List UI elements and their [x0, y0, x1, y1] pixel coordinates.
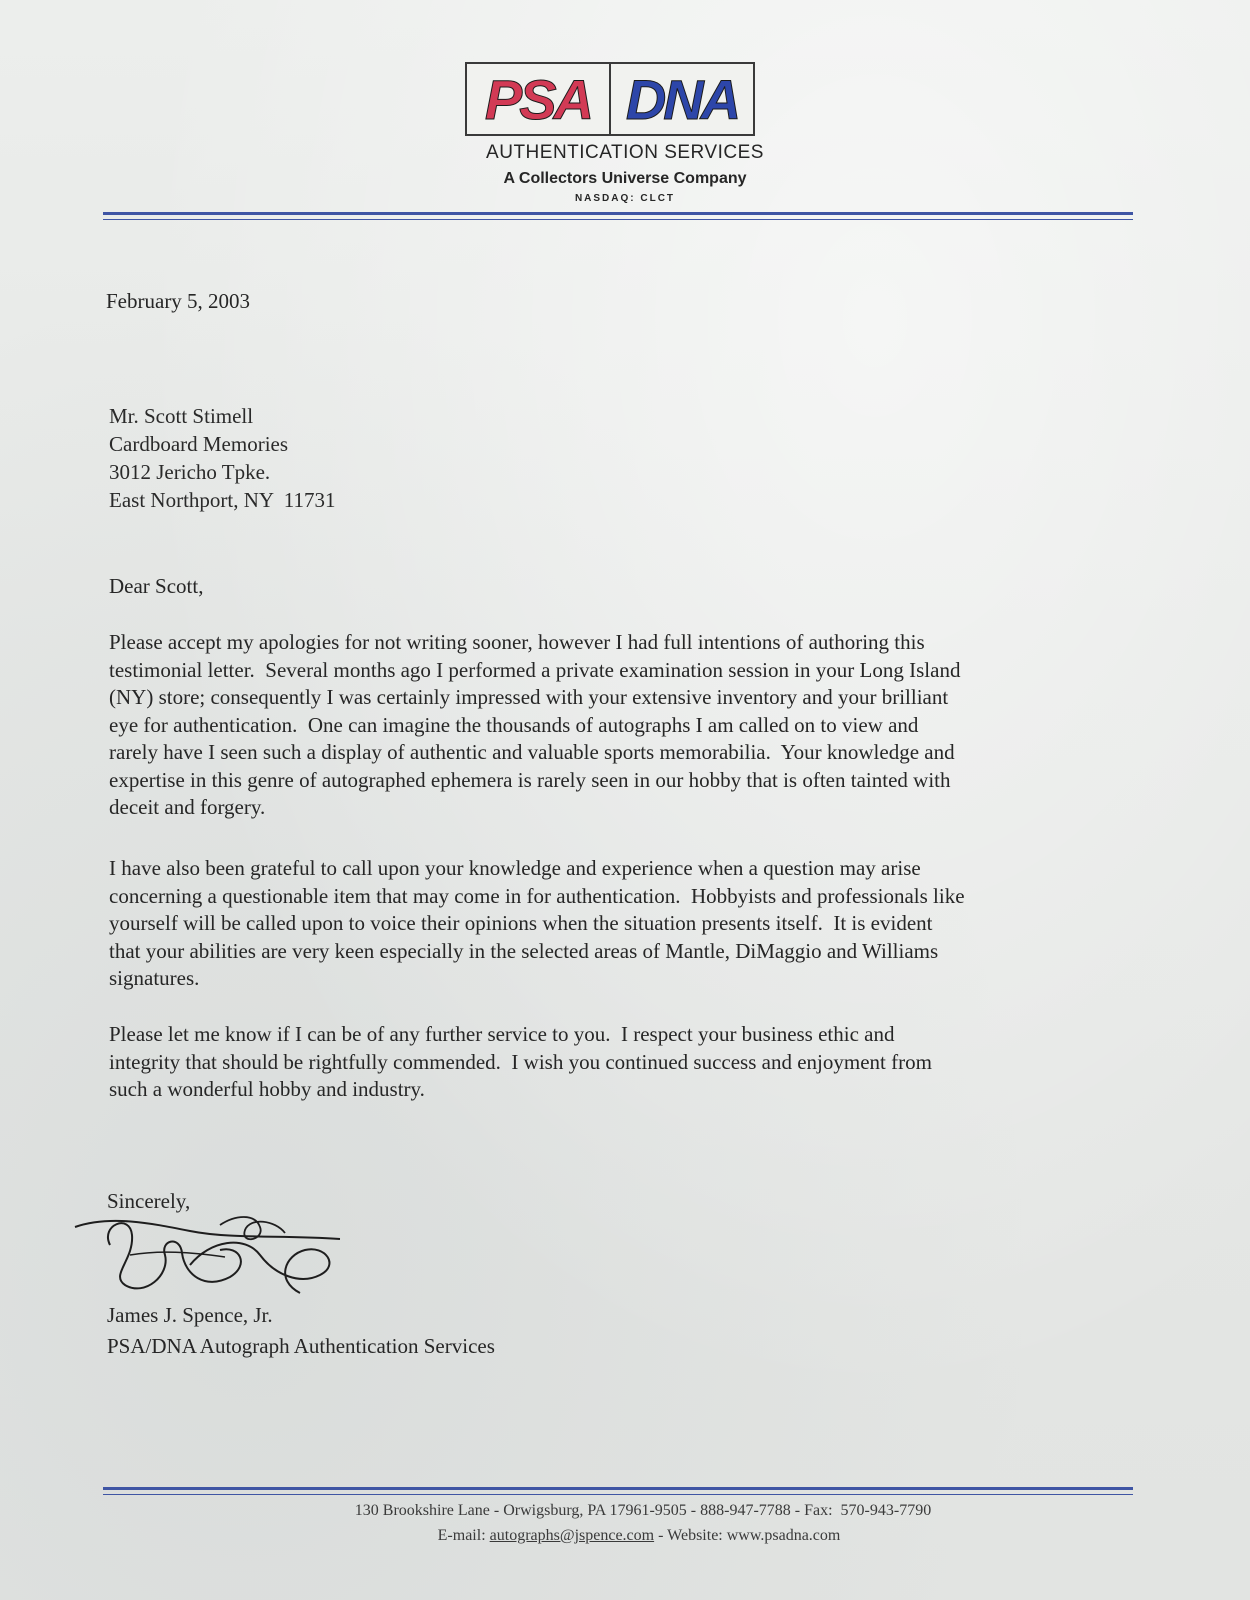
handwritten-signature	[70, 1205, 360, 1300]
paragraph-line: such a wonderful hobby and industry.	[109, 1077, 425, 1101]
footer-website-label: - Website:	[658, 1527, 723, 1544]
paragraph-line: I have also been grateful to call upon your knowledge and experience when a question may arise	[109, 856, 921, 880]
paragraph-line: rarely have I seen such a display of authentic and valuable sports memorabilia. Your knowledge and	[109, 740, 955, 764]
letter-date: February 5, 2003	[106, 289, 251, 313]
paragraph-line: (NY) store; consequently I was certainly impressed with your extensive inventory and your brilliant	[109, 685, 949, 709]
paragraph-line: yourself will be called upon to voice their opinions when the situation presents itself. It is evident	[109, 911, 933, 935]
letterhead-nasdaq: NASDAQ: CLCT	[574, 193, 676, 204]
signer-name: James J. Spence, Jr.	[107, 1303, 273, 1327]
psa-dna-logo	[465, 62, 755, 136]
paragraph-line: integrity that should be rightfully commended. I wish you continued success and enjoyment from	[109, 1049, 932, 1074]
header-rule-top	[103, 212, 1133, 215]
body-paragraph-2	[109, 855, 1119, 993]
paragraph-line: that your abilities are very keen especially in the selected areas of Mantle, DiMaggio and Williams	[109, 938, 939, 963]
footer-rule-bottom	[103, 1494, 1133, 1495]
recipient-line: Mr. Scott Stimell	[109, 404, 254, 428]
body-paragraph-3	[109, 1021, 1119, 1104]
logo-dna-text: DNA	[625, 67, 739, 131]
closing: Sincerely,	[107, 1189, 191, 1213]
logo-psa-text: PSA	[467, 64, 611, 134]
paragraph-line: testimonial letter. Several months ago I performed a private examination session in your Long Island	[109, 657, 961, 682]
signer-title: PSA/DNA Autograph Authentication Services	[107, 1334, 495, 1358]
paragraph-line: expertise in this genre of autographed ephemera is rarely seen in our hobby that is often tainted with	[109, 767, 951, 792]
paragraph-line: deceit and forgery.	[109, 795, 266, 819]
header-rule-bottom	[103, 219, 1133, 220]
footer-email-link[interactable]: autographs@jspence.com	[489, 1527, 655, 1544]
body-paragraph-1	[109, 629, 1119, 822]
footer-email-label: E-mail:	[437, 1527, 486, 1544]
recipient-line: East Northport, NY 11731	[109, 488, 336, 512]
footer-website: www.psadna.com	[726, 1527, 841, 1544]
paragraph-line: Please accept my apologies for not writing sooner, however I had full intentions of authoring this	[109, 630, 925, 654]
footer-contact	[14, 1527, 1250, 1545]
recipient-address	[109, 402, 336, 514]
footer-address: 130 Brookshire Lane - Orwigsburg, PA 17961-9505 - 888-947-7788 - Fax: 570-943-7790	[354, 1502, 932, 1519]
recipient-line: 3012 Jericho Tpke.	[109, 460, 271, 484]
footer-rule-top	[103, 1487, 1133, 1490]
paragraph-line: Please let me know if I can be of any further service to you. I respect your business ethic and	[109, 1022, 895, 1046]
paragraph-line: concerning a questionable item that may come in for authentication. Hobbyists and professionals like	[109, 883, 965, 908]
salutation: Dear Scott,	[109, 574, 204, 598]
paragraph-line: eye for authentication. One can imagine the thousands of autographs I am called on to view and	[109, 712, 919, 737]
letterhead-company: A Collectors Universe Company	[503, 170, 747, 187]
recipient-line: Cardboard Memories	[109, 432, 289, 456]
paragraph-line: signatures.	[109, 966, 200, 990]
letterhead-services: AUTHENTICATION SERVICES	[486, 142, 764, 163]
